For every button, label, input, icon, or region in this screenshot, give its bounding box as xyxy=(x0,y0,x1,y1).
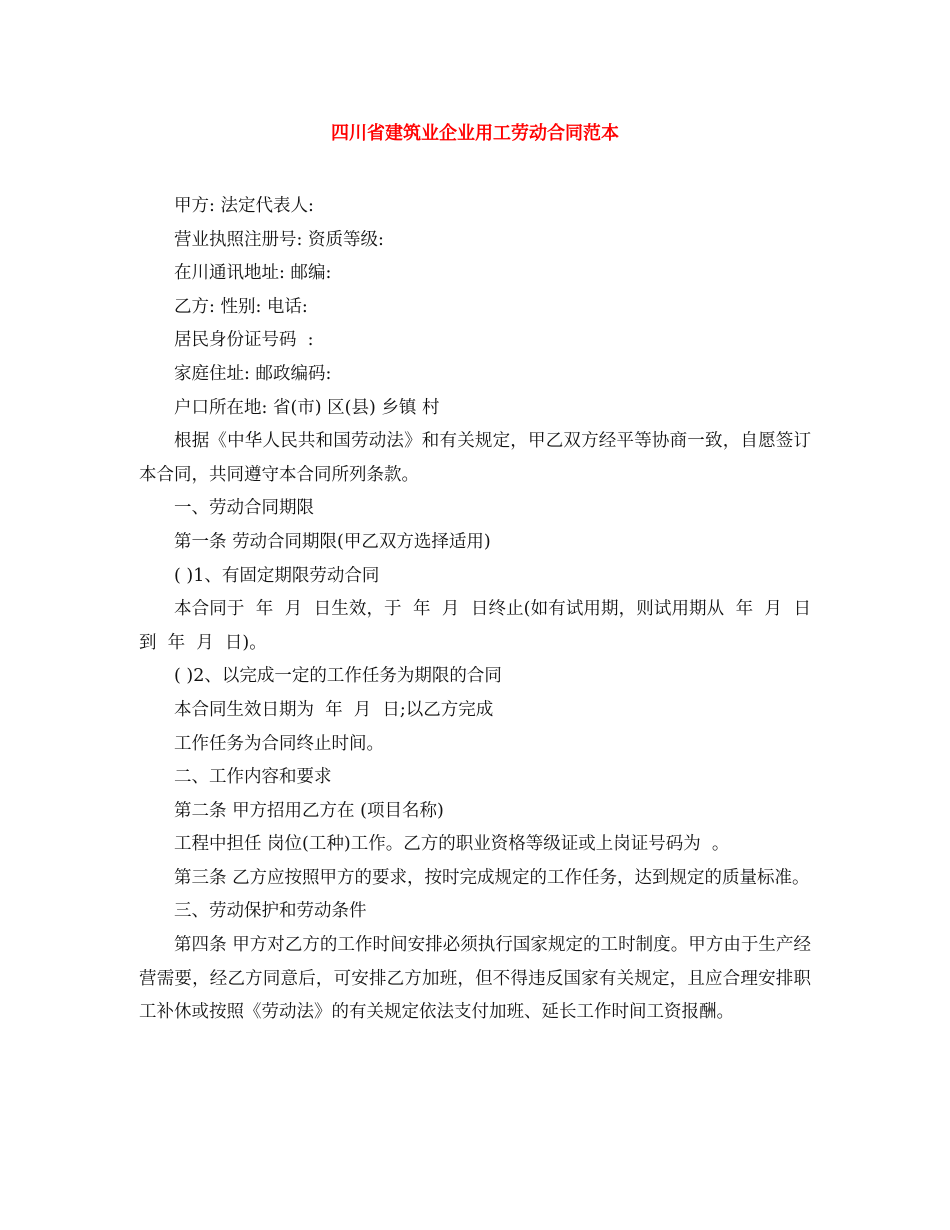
article-1: 第一条 劳动合同期限(甲乙双方选择适用) xyxy=(174,531,491,552)
preamble-paragraph: 根据《中华人民共和国劳动法》和有关规定，甲乙双方经平等协商一致，自愿签订本合同，共同遵守本合同所列条款。 xyxy=(139,431,811,485)
article-3: 第三条 乙方应按照甲方的要求，按时完成规定的工作任务，达到规定的质量标准。 xyxy=(174,867,810,888)
party-a-line: 甲方: 法定代表人: xyxy=(174,196,314,216)
party-b-line: 乙方: 性别: 电话: xyxy=(174,296,308,317)
document-body xyxy=(139,190,811,1030)
id-number-line: 居民身份证号码 : xyxy=(174,330,314,351)
household-line: 户口所在地: 省(市) 区(县) 乡镇 村 xyxy=(174,397,440,418)
article-4: 第四条 甲方对乙方的工作时间安排必须执行国家规定的工时制度。甲方由于生产经营需要，经乙方同意后，可安排乙方加班，但不得违反国家有关规定，且应合理安排职工补休或按照《劳动法》的有关规定依法支付加班、延长工作时间工资报酬。 xyxy=(139,935,811,1023)
address-line: 在川通讯地址: 邮编: xyxy=(174,263,332,284)
document-title: 四川省建筑业企业用工劳动合同范本 xyxy=(331,123,619,144)
home-address-line: 家庭住址: 邮政编码: xyxy=(174,363,332,384)
article-2-detail: 工程中担任 岗位(工种)工作。乙方的职业资格等级证或上岗证号码为 。 xyxy=(174,834,730,855)
option-2: ( )2、以完成一定的工作任务为期限的合同 xyxy=(174,666,502,687)
option-1: ( )1、有固定期限劳动合同 xyxy=(174,565,380,586)
license-line: 营业执照注册号: 资质等级: xyxy=(174,229,384,250)
section-heading-1: 一、劳动合同期限 xyxy=(174,498,314,519)
option-1-detail: 本合同于 年 月 日生效，于 年 月 日终止(如有试用期，则试用期从 年 月 日到 年 月 日)。 xyxy=(139,599,811,653)
option-2-detail: 本合同生效日期为 年 月 日;以乙方完成 xyxy=(174,699,494,720)
section-heading-3: 三、劳动保护和劳动条件 xyxy=(174,901,367,922)
article-2: 第二条 甲方招用乙方在 (项目名称) xyxy=(174,800,444,821)
option-2-detail-cont: 工作任务为合同终止时间。 xyxy=(174,733,384,754)
section-heading-2: 二、工作内容和要求 xyxy=(174,767,332,788)
